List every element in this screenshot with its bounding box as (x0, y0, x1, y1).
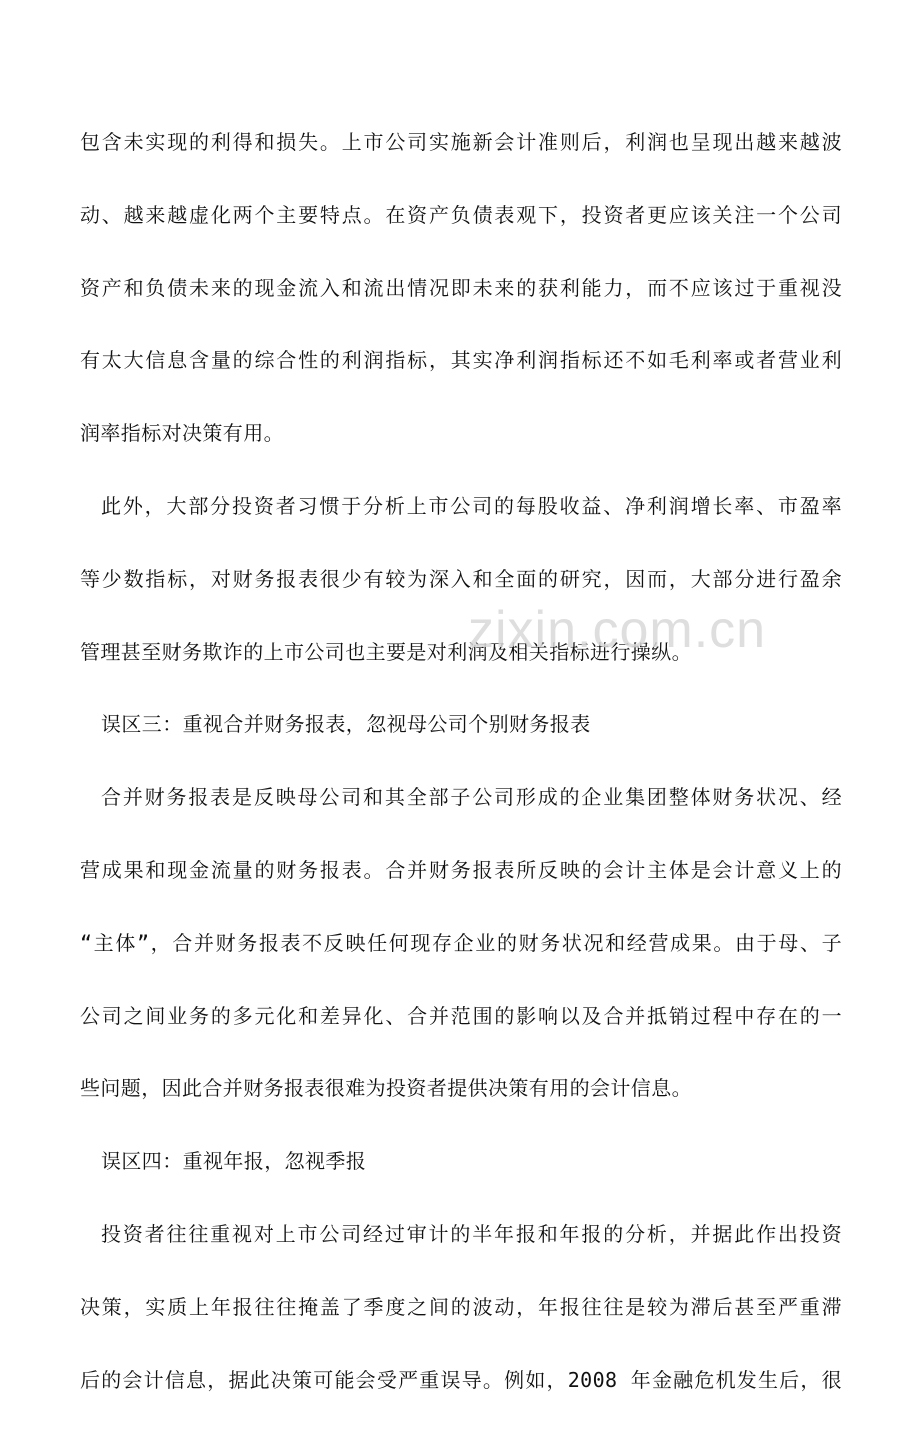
text-line: 投资者往往重视对上市公司经过审计的半年报和年报的分析，并据此作出投资 (101, 1221, 842, 1246)
text-line: 等少数指标，对财务报表很少有较为深入和全面的研究，因而，大部分进行盈余 (80, 566, 842, 591)
text-line: 润率指标对决策有用。 (80, 421, 284, 446)
watermark: zixin.com.cn (468, 601, 767, 659)
document-body (80, 122, 842, 1432)
text-line: 此外，大部分投资者习惯于分析上市公司的每股收益、净利润增长率、市盈率 (101, 493, 842, 518)
text-line: 决策，实质上年报往往掩盖了季度之间的波动，年报往往是较为滞后甚至严重滞 (80, 1294, 842, 1319)
section-heading: 误区四：重视年报，忽视季报 (101, 1149, 367, 1174)
text-line: 后的会计信息，据此决策可能会受严重误导。例如，2008 年金融危机发生后，很 (80, 1367, 842, 1392)
text-line: “主体”，合并财务报表不反映任何现存企业的财务状况和经营成果。由于母、子 (80, 930, 842, 955)
text-line: 动、越来越虚化两个主要特点。在资产负债表观下，投资者更应该关注一个公司 (80, 202, 842, 227)
text-line: 些问题，因此合并财务报表很难为投资者提供决策有用的会计信息。 (80, 1076, 692, 1101)
text-line: 有太大信息含量的综合性的利润指标，其实净利润指标还不如毛利率或者营业利 (80, 348, 842, 373)
text-line: 包含未实现的利得和损失。上市公司实施新会计准则后，利润也呈现出越来越波 (80, 130, 842, 154)
text-line: 营成果和现金流量的财务报表。合并财务报表所反映的会计主体是会计意义上的 (80, 857, 842, 882)
section-heading: 误区三：重视合并财务报表，忽视母公司个别财务报表 (101, 712, 591, 737)
text-line: 公司之间业务的多元化和差异化、合并范围的影响以及合并抵销过程中存在的一 (80, 1003, 842, 1028)
text-line: 管理甚至财务欺诈的上市公司也主要是对利润及相关指标进行操纵。 (80, 639, 692, 664)
text-line: 合并财务报表是反映母公司和其全部子公司形成的企业集团整体财务状况、经 (101, 785, 842, 810)
text-line: 资产和负债未来的现金流入和流出情况即未来的获利能力，而不应该过于重视没 (80, 275, 842, 300)
